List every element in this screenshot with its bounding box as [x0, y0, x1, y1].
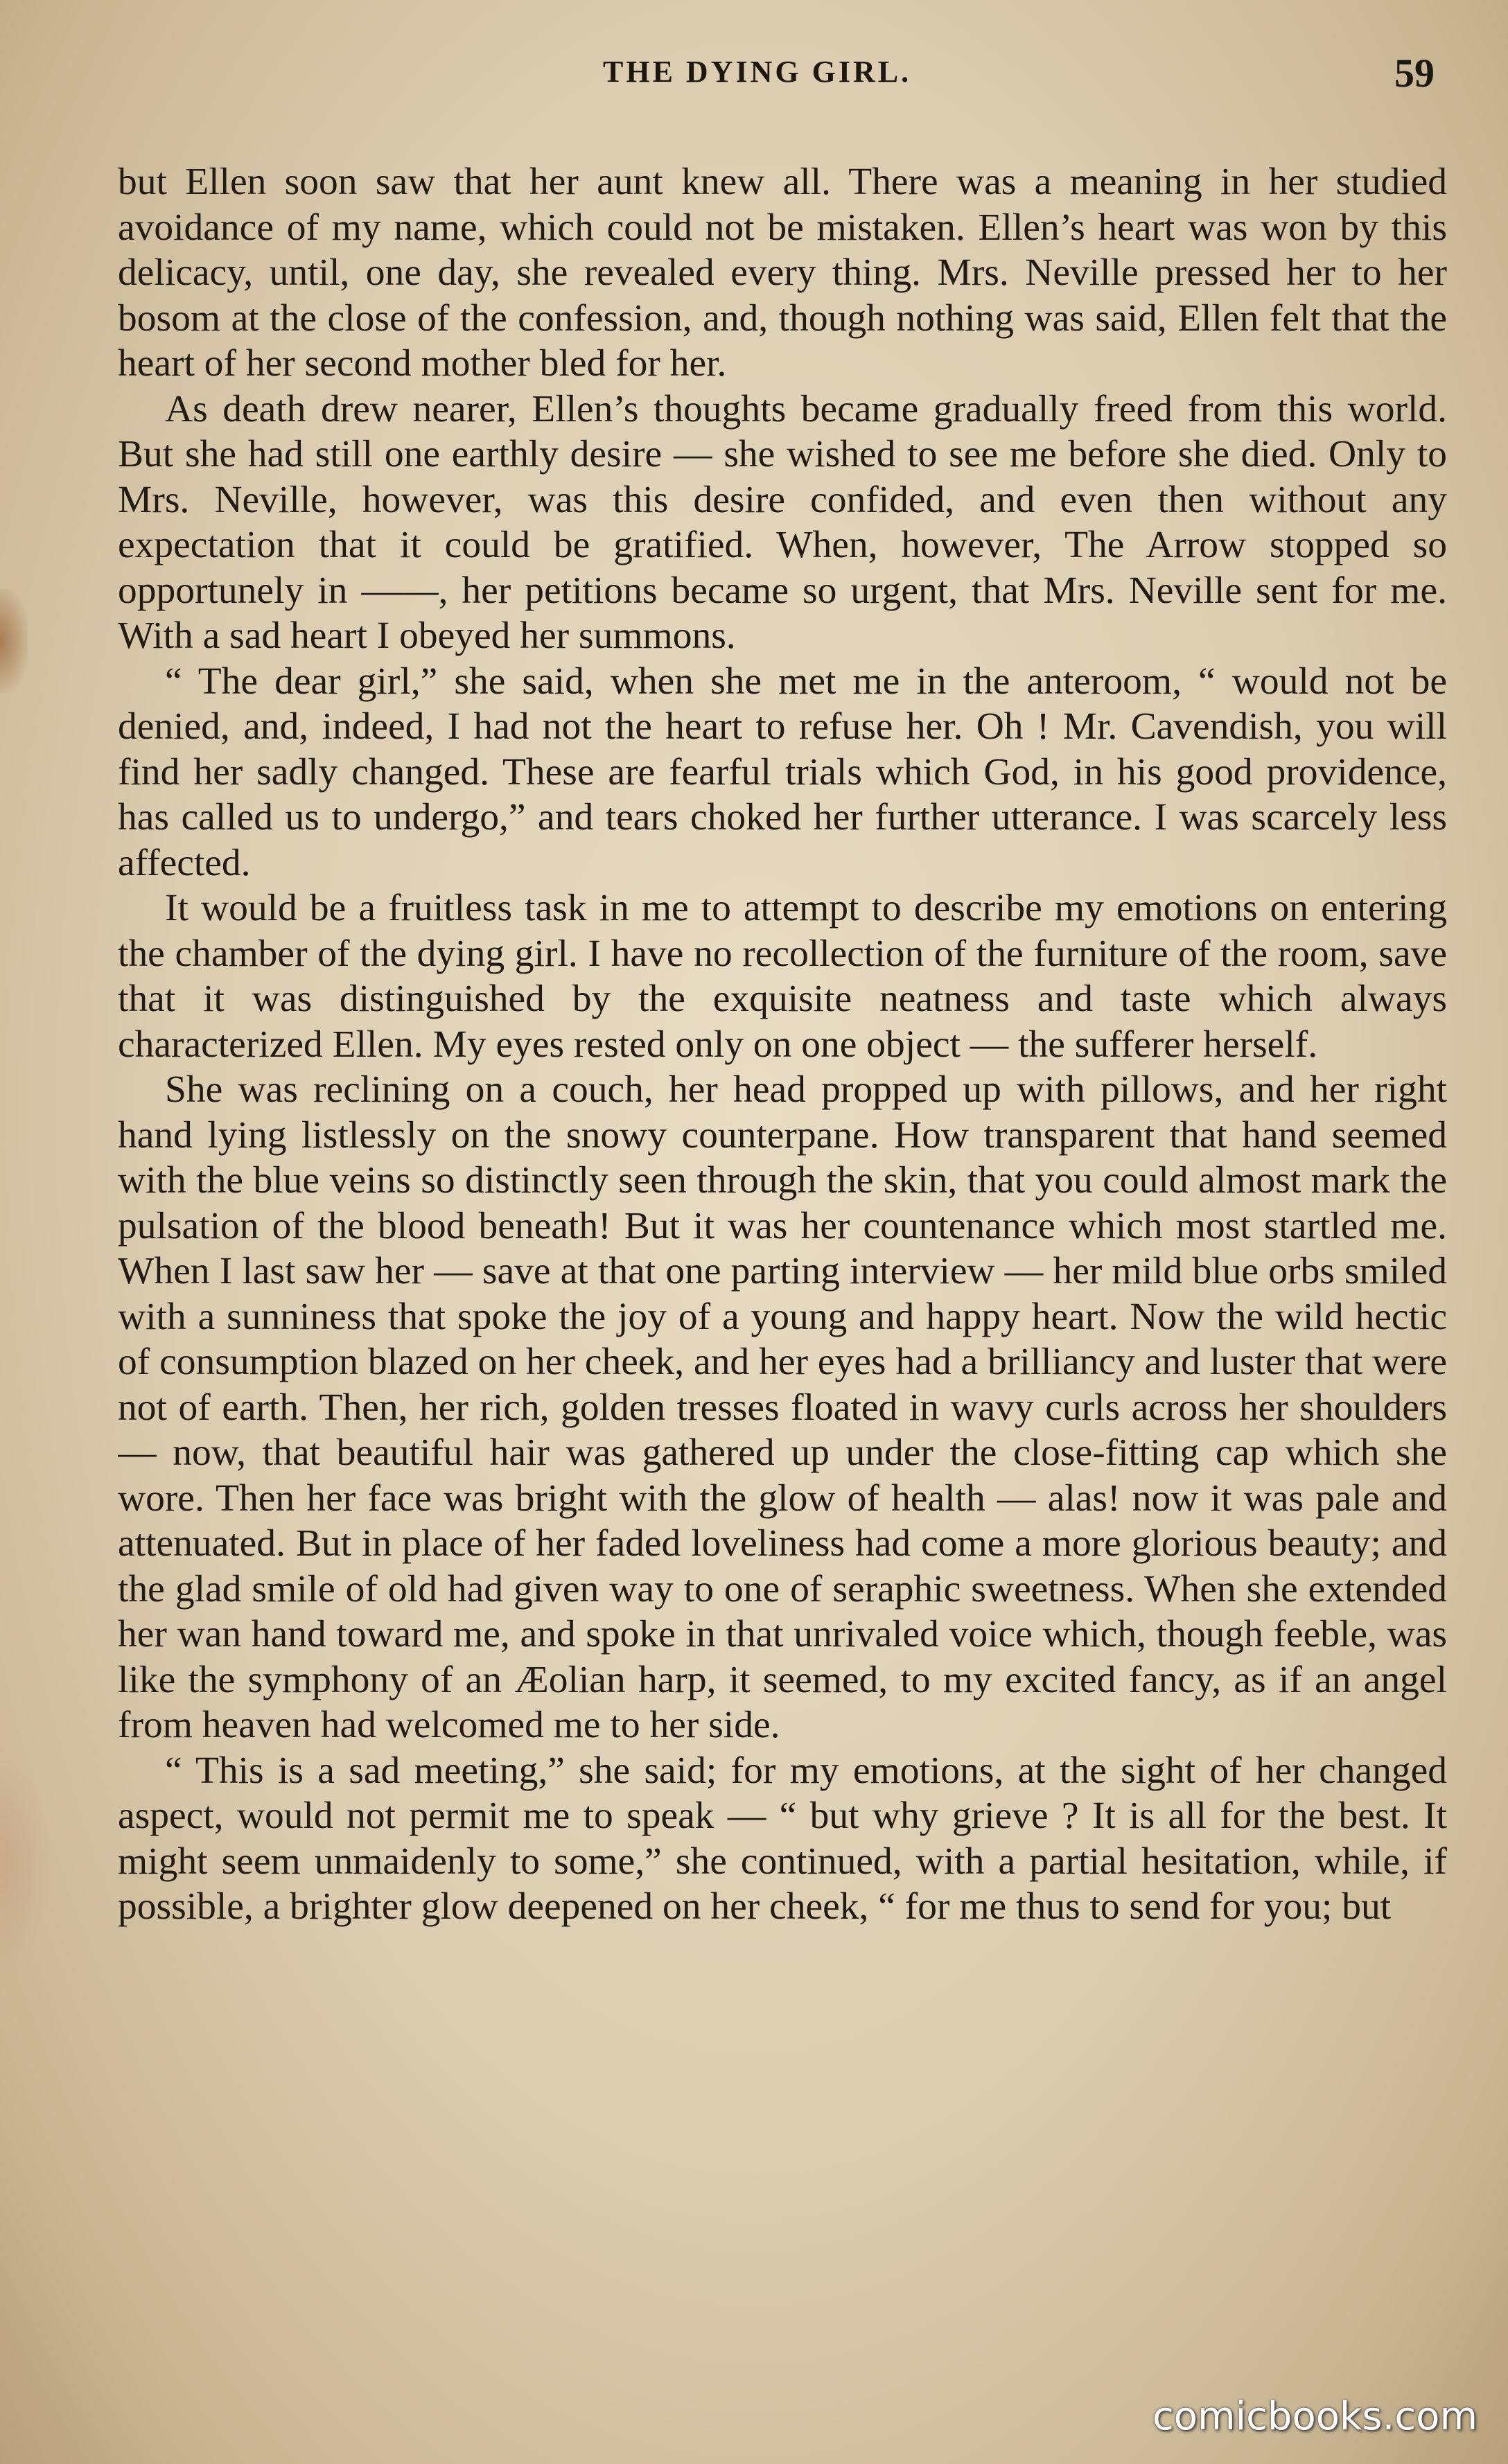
paragraph: “ The dear girl,” she said, when she met me in the anteroom, “ would not be denied, and, indeed, I had not the heart to refuse her. Oh ! Mr. Cavendish, you will find her sadly changed. These are fearful trials which God, in his good providence, has called us to undergo,” and tears choked her further utterance. I was scarcely less affected.: [118, 660, 1447, 884]
site-watermark: comicbooks.com: [1152, 2394, 1478, 2439]
paragraph: but Ellen soon saw that her aunt knew all. There was a meaning in her studied avoidance of my name, which could not be mistaken. Ellen’s heart was won by this delicacy, until, one day, she revealed every thing. Mrs. Neville pressed her to her bosom at the close of the confession, and, though nothing was said, Ellen felt that the heart of her second mother bled for her.: [118, 161, 1447, 385]
page-stain: [0, 1760, 49, 1968]
paragraph: As death drew nearer, Ellen’s thoughts became gradually freed from this world. But she had still one earthly desire — she wished to see me before she died. Only to Mrs. Neville, however, was this desire confided, and even then without any expectation that it could be gratified. When, however, The Arrow stopped so opportunely in ——, her petitions became so urgent, that Mrs. Neville sent for me. With a sad heart I obeyed her summons.: [118, 387, 1447, 657]
paragraph: It would be a fruitless task in me to attempt to describe my emotions on entering the chamber of the dying girl. I have no recollection of the furniture of the room, save that it was distinguished by the exquisite neatness and taste which always characterized Ellen. My eyes rested only on one object — the sufferer herself.: [118, 887, 1447, 1066]
paragraph: “ This is a sad meeting,” she said; for my emotions, at the sight of her changed aspect, would not permit me to speak — “ but why grieve ? It is all for the best. It might seem unmaidenly to some,” she continued, with a partial hesitation, while, if possible, a brighter glow deepened on her cheek, “ for me thus to send for you; but: [118, 1749, 1447, 1928]
paragraph: She was reclining on a couch, her head propped up with pillows, and her right hand lying listlessly on the snowy counterpane. How transparent that hand seemed with the blue veins so distinctly seen through the skin, that you could almost mark the pulsation of the blood beneath! But it was her countenance which most startled me. When I last saw her — save at that one parting interview — her mild blue orbs smiled with a sunniness that spoke the joy of a young and happy heart. Now the wild hectic of consumption blazed on her cheek, and her eyes had a brilliancy and luster that were not of earth. Then, her rich, golden tresses floated in wavy curls across her shoulders — now, that beautiful hair was gathered up under the close-fitting cap which she wore. Then her face was bright with the glow of health — alas! now it was pale and attenuated. But in place of her faded loveliness had come a more glorious beauty; and the glad smile of old had given way to one of seraphic sweetness. When she extended her wan hand toward me, and spoke in that unrivaled voice which, though feeble, was like the symphony of an Æolian harp, it seemed, to my excited fancy, as if an angel from heaven had welcomed me to her side.: [118, 1068, 1447, 1746]
page-number: 59: [1394, 51, 1435, 96]
page-stain: [0, 589, 28, 693]
chapter-title: THE DYING GIRL.: [603, 55, 912, 89]
body-text: [118, 159, 1447, 2342]
running-head: [118, 51, 1435, 103]
